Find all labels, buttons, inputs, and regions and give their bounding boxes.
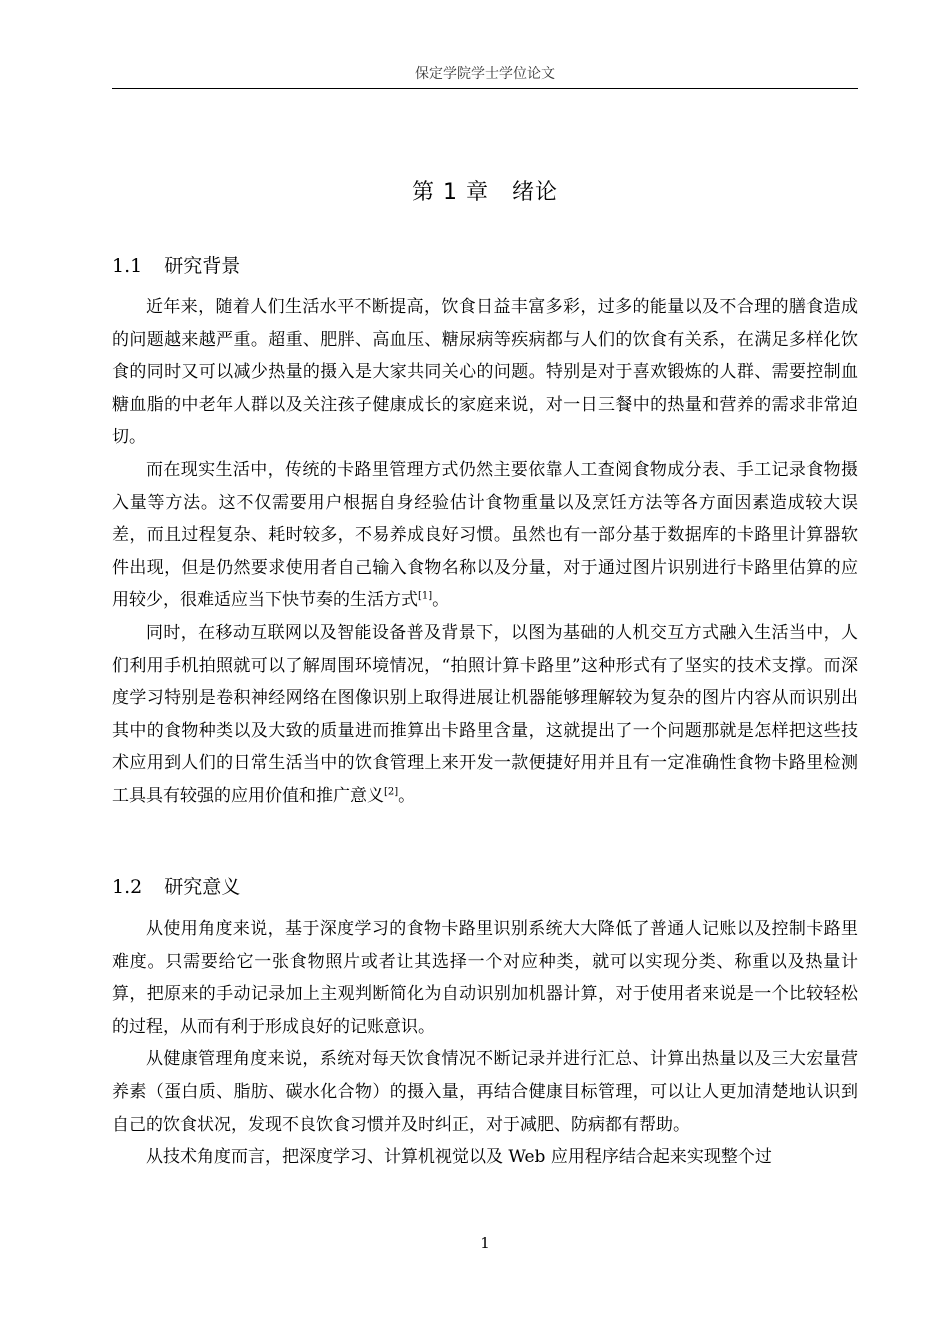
paragraph-text: 从健康管理角度来说，系统对每天饮食情况不断记录并进行汇总、计算出热量以及三大宏量营养素（蛋白质、脂肪、碳水化合物）的摄入量，再结合健康目标管理，可以让人更加清楚地认识到自己的饮食状况，发现不良饮食习惯并及时纠正，对于减肥、防病都有帮助。 [112, 1049, 858, 1135]
paragraph-text: 从使用角度来说，基于深度学习的食物卡路里识别系统大大降低了普通人记账以及控制卡路里难度。只需要给它一张食物照片或者让其选择一个对应种类，就可以实现分类、称重以及热量计算，把原来的手动记录加上主观判断简化为自动识别加机器计算，对于使用者来说是一个比较轻松的过程，从而有利于形成良好的记账意识。 [112, 919, 858, 1037]
section-heading-1-2 [112, 872, 240, 902]
section-title-text: 研究意义 [164, 876, 241, 898]
chapter-title: 第 1 章 绪论 [412, 180, 558, 205]
section-body-1-2 [112, 913, 858, 1174]
paragraph [112, 1141, 858, 1174]
section-number: 1.2 [112, 876, 143, 898]
paragraph-text: 而在现实生活中，传统的卡路里管理方式仍然主要依靠人工查阅食物成分表、手工记录食物摄入量等方法。这不仅需要用户根据自身经验估计食物重量以及烹饪方法等各方面因素造成较大误差，而且过程复杂、耗时较多，不易养成良好习惯。虽然也有一部分基于数据库的卡路里计算器软件出现，但是仍然要求使用者自己输入食物名称以及分量，对于通过图片识别进行卡路里估算的应用较少，很难适应当下快节奏的生活方式 [112, 459, 858, 611]
section-body-1-1 [112, 291, 858, 813]
paragraph [112, 1043, 858, 1141]
paragraph-end: 。 [432, 590, 450, 611]
header-text: 保定学院学士学位论文 [415, 66, 555, 82]
paragraph [112, 617, 858, 813]
section-heading-1-1 [112, 251, 240, 281]
citation-ref: [1] [418, 590, 433, 602]
paragraph-text: 同时，在移动互联网以及智能设备普及背景下，以图为基础的人机交互方式融入生活当中，人们利用手机拍照就可以了解周围环境情况，“拍照计算卡路里”这种形式有了坚实的技术支撑。而深度学习特别是卷积神经网络在图像识别上取得进展让机器能够理解较为复杂的图片内容从而识别出其中的食物种类以及大致的质量进而推算出卡路里含量，这就提出了一个问题那就是怎样把这些技术应用到人们的日常生活当中的饮食管理上来开发一款便捷好用并且有一定准确性食物卡路里检测工具具有较强的应用价值和推广意义 [112, 622, 858, 806]
paragraph-text: 从技术角度而言，把深度学习、计算机视觉以及 Web 应用程序结合起来实现整个过 [146, 1147, 772, 1168]
citation-ref: [2] [384, 786, 399, 798]
paragraph-text: 近年来，随着人们生活水平不断提高，饮食日益丰富多彩，过多的能量以及不合理的膳食造成的问题越来越严重。超重、肥胖、高血压、糖尿病等疾病都与人们的饮食有关系，在满足多样化饮食的同时又可以减少热量的摄入是大家共同关心的问题。特别是对于喜欢锻炼的人群、需要控制血糖血脂的中老年人群以及关注孩子健康成长的家庭来说，对一日三餐中的热量和营养的需求非常迫切。 [112, 297, 858, 448]
paragraph [112, 913, 858, 1043]
section-title-text: 研究背景 [164, 255, 241, 277]
paragraph-end: 。 [398, 785, 416, 806]
page-header [112, 64, 858, 89]
page-number: 1 [480, 1234, 490, 1252]
section-number: 1.1 [112, 255, 143, 277]
paragraph [112, 291, 858, 454]
paragraph [112, 454, 858, 617]
